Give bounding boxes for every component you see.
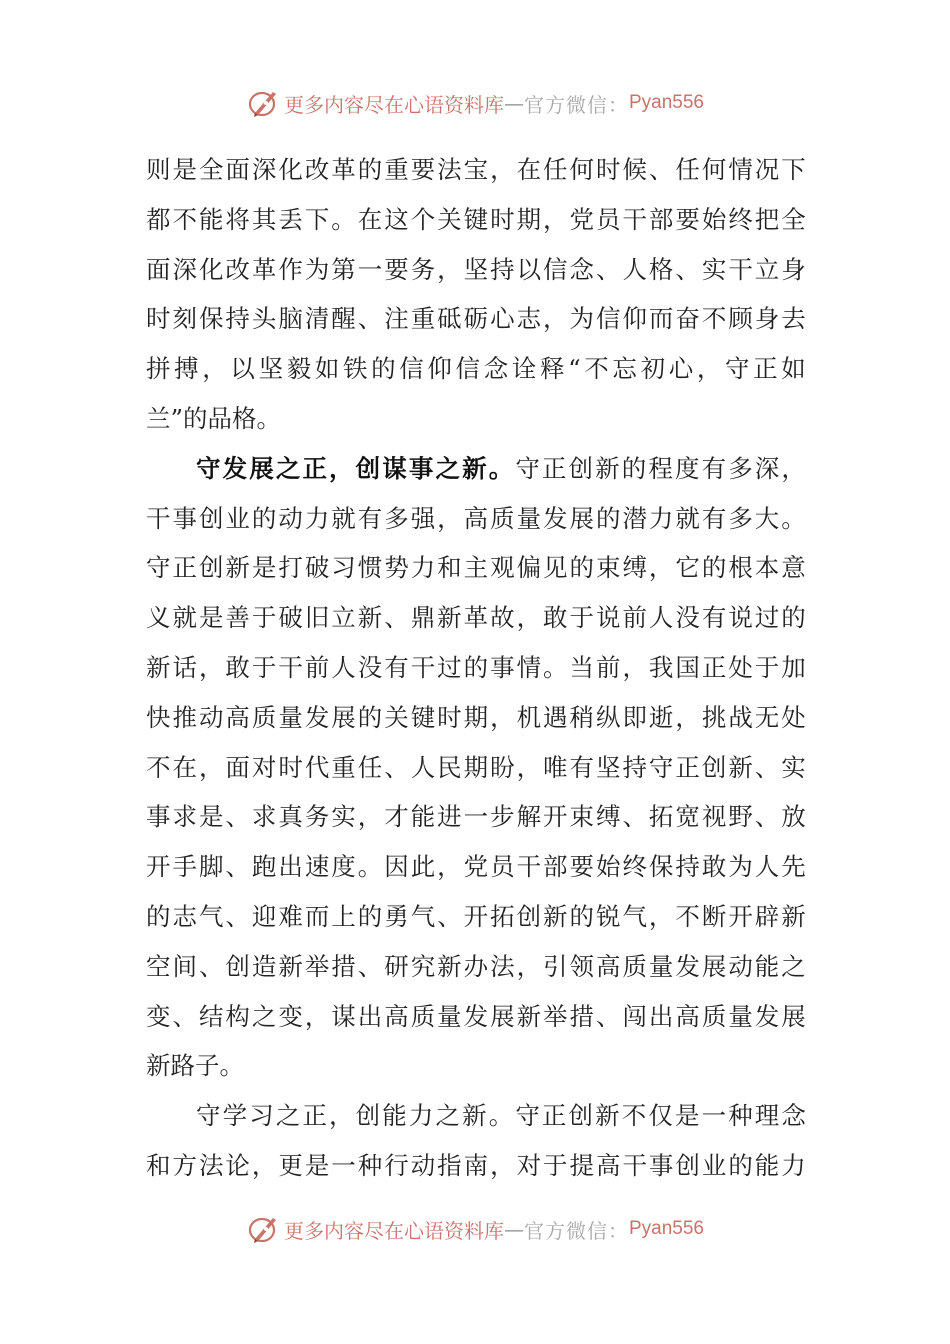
text-line: 守 发 展 之 正 ， 创 谋 事 之 新 。 守 正 创 新 的 程 度 有 多 深 ， — [196, 453, 806, 483]
wechat-id: Pyan556 — [628, 1218, 704, 1239]
text-line: 不 在 ， 面 对 时 代 重 任 、 人 民 期 盼 ， 唯 有 坚 持 守 正 创 新 、 实 — [146, 752, 806, 782]
text-line: 空 间 、 创 造 新 举 措 、 研 究 新 办 法 ， 引 领 高 质 量 发 展 动 能 之 — [146, 951, 806, 981]
wechat-label: 官方微信： — [523, 92, 629, 117]
text-line: 拼 搏 ， 以 坚 毅 如 铁 的 信 仰 信 念 诠 释 “ 不 忘 初 心 ， 守 正 如 — [146, 354, 806, 384]
text-line: 干 事 创 业 的 动 力 就 有 多 强 ， 高 质 量 发 展 的 潜 力 就 有 多 大 。 — [146, 503, 806, 533]
footer-watermark — [0, 1209, 950, 1249]
text-line: 时 刻 保 持 头 脑 清 醒 、 注 重 砥 砺 心 志 ， 为 信 仰 而 奋 不 顾 身 去 — [146, 304, 806, 334]
text-line: 事 求 是 、 求 真 务 实 ， 才 能 进 一 步 解 开 束 缚 、 拓 宽 视 野 、 放 — [146, 802, 806, 832]
pen-circle-logo-icon — [246, 1212, 280, 1246]
text-line: 守 正 创 新 是 打 破 习 惯 势 力 和 主 观 偏 见 的 束 缚 ， 它 的 根 本 意 — [146, 553, 806, 583]
text-line: 快 推 动 高 质 量 发 展 的 关 键 时 期 ， 机 遇 稍 纵 即 逝 ， 挑 战 无 处 — [146, 702, 806, 732]
text-line: 则 是 全 面 深 化 改 革 的 重 要 法 宝 ， 在 任 何 时 候 、 任 何 情 况 下 — [146, 155, 806, 184]
text-line: 新 话 ， 敢 于 干 前 人 没 有 干 过 的 事 情 。 当 前 ， 我 国 正 处 于 加 — [146, 652, 806, 682]
pen-circle-logo-icon — [246, 86, 280, 120]
separator-dash: — — [503, 91, 524, 115]
text-line: 兰 ” 的 品 格 。 — [146, 403, 282, 433]
text-line: 变 、 结 构 之 变 ， 谋 出 高 质 量 发 展 新 举 措 、 闯 出 高 质 量 发 展 — [146, 1001, 806, 1031]
separator-dash: — — [503, 1217, 524, 1241]
text-line: 守 学 习 之 正 ， 创 能 力 之 新 。 守 正 创 新 不 仅 是 一 种 理 念 — [196, 1101, 806, 1131]
text-line: 的 志 气 、 迎 难 而 上 的 勇 气 、 开 拓 创 新 的 锐 气 ， 不 断 开 辟 新 — [146, 901, 806, 931]
header-watermark — [0, 83, 950, 123]
document-body — [146, 145, 806, 1191]
text-line: 新 路 子 。 — [146, 1051, 244, 1081]
text-line: 开 手 脚 、 跑 出 速 度 。 因 此 ， 党 员 干 部 要 始 终 保 持 敢 为 人 先 — [146, 852, 806, 882]
brand-text: 更多内容尽在心语资料库 — [283, 1218, 504, 1243]
brand-text: 更多内容尽在心语资料库 — [283, 92, 504, 117]
text-line: 都 不 能 将 其 丢 下 。 在 这 个 关 键 时 期 ， 党 员 干 部 要 始 终 把 全 — [146, 204, 806, 234]
wechat-id: Pyan556 — [628, 92, 704, 113]
text-line: 义 就 是 善 于 破 旧 立 新 、 鼎 新 革 故 ， 敢 于 说 前 人 没 有 说 过 的 — [146, 603, 806, 633]
text-line: 和 方 法 论 ， 更 是 一 种 行 动 指 南 ， 对 于 提 高 干 事 创 业 的 能 力 — [146, 1150, 806, 1180]
wechat-label: 官方微信： — [523, 1218, 629, 1243]
text-line: 面 深 化 改 革 作 为 第 一 要 务 ， 坚 持 以 信 念 、 人 格 、 实 干 立 身 — [146, 254, 806, 284]
